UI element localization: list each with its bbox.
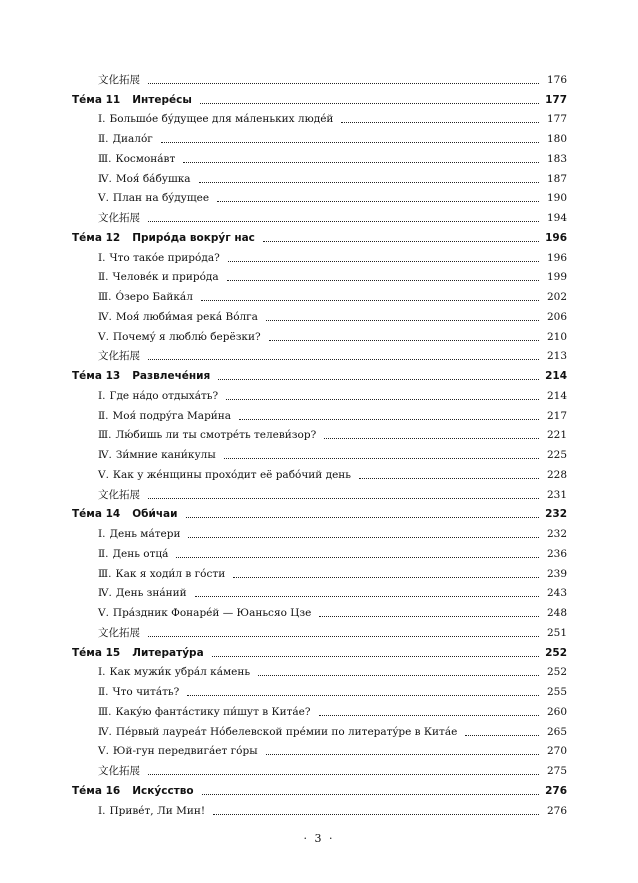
dot-leader	[183, 161, 539, 163]
toc-entry-title: 文化拓展	[98, 765, 140, 777]
toc-page-number: 183	[546, 152, 567, 165]
toc-lesson-row	[72, 699, 567, 719]
dot-leader	[186, 516, 539, 518]
toc-page-number: 243	[546, 587, 567, 600]
lesson-number: Ⅱ.	[98, 686, 109, 698]
theme-number: Тéма 15	[72, 646, 121, 659]
dot-leader	[212, 655, 539, 657]
toc-entry-title: Моя́ подрýга Мари́на	[112, 409, 232, 422]
toc-entry-title: Óзеро Байкáл	[115, 291, 193, 303]
toc-entry-title: Интерéсы	[132, 93, 192, 106]
toc-lesson-row	[72, 166, 567, 186]
toc-extension-row	[72, 67, 567, 87]
toc-entry-title: Лю́бишь ли ты смотрéть телеви́зор?	[115, 429, 317, 442]
toc-entry-title: Какýю фантáстику пи́шут в Китáе?	[115, 705, 311, 718]
toc-entry-label	[72, 74, 144, 87]
dot-leader	[217, 200, 539, 202]
toc-page-number: 194	[546, 212, 567, 224]
toc-entry-label	[72, 192, 213, 205]
toc-page-number: 248	[546, 607, 567, 619]
dot-leader	[359, 477, 539, 479]
toc-entry-label	[72, 212, 144, 225]
toc-entry-label	[72, 686, 183, 699]
lesson-number: Ⅰ.	[98, 666, 106, 679]
toc-entry-title: Где нáдо отдыхáть?	[109, 389, 219, 402]
dot-leader	[148, 220, 539, 222]
toc-entry-title: Литератýра	[132, 646, 204, 659]
toc-lesson-row	[72, 442, 567, 462]
lesson-number: Ⅴ.	[98, 745, 109, 758]
toc-entry-label	[72, 449, 220, 462]
toc-entry-title: Большóе бýдущее для мáленьких людéй	[109, 113, 334, 126]
dot-leader	[161, 141, 539, 143]
toc-entry-label	[72, 370, 214, 383]
toc-page-number: 202	[546, 291, 567, 303]
toc-extension-row	[72, 205, 567, 225]
dot-leader	[341, 121, 539, 123]
lesson-number: Ⅰ.	[98, 804, 106, 817]
toc-theme-row	[72, 363, 567, 383]
toc-entry-title: Почемý я люблю́ берёзки?	[112, 330, 261, 343]
toc-lesson-row	[72, 521, 567, 541]
toc-entry-title: Моя́ бáбушка	[115, 172, 191, 185]
dot-leader	[319, 714, 539, 716]
toc-lesson-row	[72, 719, 567, 739]
toc-theme-row	[72, 640, 567, 660]
toc-page-number: 196	[545, 231, 567, 244]
toc-page-number: 228	[546, 468, 567, 481]
toc-entry-title: Моя́ люби́мая рекá Вóлга	[115, 310, 258, 323]
toc-page-number: 177	[545, 93, 567, 106]
dot-leader	[188, 536, 539, 538]
toc-entry-title: Пéрвый лауреáт Нóбелевской прéмии по литератýре в Китáе	[115, 725, 458, 738]
dot-leader	[148, 773, 539, 775]
theme-number: Тéма 14	[72, 508, 121, 521]
toc-lesson-row	[72, 561, 567, 581]
toc-page-number: 270	[546, 745, 567, 758]
toc-entry-label	[72, 311, 262, 324]
toc-entry-title: 文化拓展	[98, 350, 140, 363]
toc-entry-title: Диалóг	[112, 133, 153, 145]
dot-leader	[465, 734, 539, 736]
lesson-number: Ⅱ.	[98, 547, 109, 560]
theme-number: Тéма 12	[72, 231, 121, 244]
toc-entry-label	[72, 508, 182, 521]
lesson-number: Ⅲ.	[98, 705, 112, 718]
toc-entry-title: Оби́чаи	[132, 508, 178, 521]
toc-extension-row	[72, 344, 567, 364]
toc-entry-label	[72, 568, 229, 581]
toc-entry-label	[72, 173, 195, 186]
toc-entry-title: План на бýдущее	[112, 192, 210, 205]
toc-page-number: 276	[546, 804, 567, 817]
page-number: · 3 ·	[303, 832, 335, 845]
toc-entry-label	[72, 469, 355, 482]
toc-entry-label	[72, 232, 259, 245]
dot-leader	[227, 279, 539, 281]
toc-entry-label	[72, 489, 144, 502]
toc-lesson-row	[72, 660, 567, 680]
lesson-number: Ⅴ.	[98, 607, 109, 619]
dot-leader	[199, 181, 539, 183]
toc-entry-title: День знáний	[115, 587, 187, 600]
lesson-number: Ⅲ.	[98, 291, 112, 303]
toc-lesson-row	[72, 186, 567, 206]
toc-page-number: 210	[546, 330, 567, 343]
toc-entry-label	[72, 153, 179, 166]
lesson-number: Ⅲ.	[98, 429, 112, 442]
toc-entry-title: Как я ходи́л в гóсти	[115, 567, 226, 580]
toc-entry-label	[72, 765, 144, 778]
dot-leader	[148, 82, 539, 84]
lesson-number: Ⅴ.	[98, 468, 109, 481]
toc-page-number: 236	[546, 547, 567, 560]
toc-entry-title: Прирóда вокрýг нас	[132, 231, 255, 244]
toc-entry-label	[72, 666, 254, 679]
table-of-contents	[72, 67, 567, 818]
toc-page-number: 276	[545, 784, 567, 797]
dot-leader	[224, 457, 539, 459]
toc-lesson-row	[72, 798, 567, 818]
toc-lesson-row	[72, 423, 567, 443]
dot-leader	[324, 437, 539, 439]
toc-page-number: 225	[546, 449, 567, 461]
toc-page-number: 232	[546, 528, 567, 540]
theme-number: Тéма 16	[72, 784, 121, 797]
dot-leader	[218, 378, 539, 380]
toc-lesson-row	[72, 462, 567, 482]
theme-number: Тéма 11	[72, 93, 121, 106]
toc-entry-label	[72, 785, 198, 798]
toc-entry-title: 文化拓展	[98, 73, 140, 86]
toc-lesson-row	[72, 324, 567, 344]
toc-theme-row	[72, 778, 567, 798]
lesson-number: Ⅰ.	[98, 528, 106, 540]
toc-page-number: 187	[546, 172, 567, 185]
dot-leader	[148, 358, 539, 360]
lesson-number: Ⅰ.	[98, 251, 106, 264]
toc-entry-label	[72, 133, 157, 146]
toc-lesson-row	[72, 284, 567, 304]
toc-lesson-row	[72, 146, 567, 166]
toc-theme-row	[72, 87, 567, 107]
dot-leader	[228, 260, 539, 262]
lesson-number: Ⅴ.	[98, 192, 109, 205]
toc-page-number: 214	[545, 370, 567, 382]
toc-entry-label	[72, 390, 222, 403]
lesson-number: Ⅱ.	[98, 271, 109, 284]
toc-lesson-row	[72, 383, 567, 403]
toc-page-number: 180	[546, 133, 567, 145]
toc-entry-title: Как у жéнщины прохóдит её рабóчий день	[112, 468, 352, 481]
dot-leader	[239, 418, 539, 420]
theme-number: Тéма 13	[72, 370, 121, 382]
toc-entry-label	[72, 647, 208, 660]
dot-leader	[201, 299, 539, 301]
toc-page-number: 275	[546, 765, 567, 777]
toc-page-number: 213	[546, 350, 567, 363]
dot-leader	[258, 674, 539, 676]
toc-extension-row	[72, 482, 567, 502]
toc-page-number: 239	[546, 567, 567, 580]
toc-entry-label	[72, 627, 144, 640]
toc-entry-title: Как мужи́к убрáл кáмень	[109, 666, 251, 679]
dot-leader	[187, 694, 539, 696]
toc-page-number: 252	[545, 646, 567, 659]
lesson-number: Ⅱ.	[98, 133, 109, 145]
toc-page-number: 214	[546, 389, 567, 402]
toc-page-number: 190	[546, 192, 567, 205]
dot-leader	[233, 576, 539, 578]
toc-lesson-row	[72, 679, 567, 699]
lesson-number: Ⅳ.	[98, 449, 112, 461]
toc-entry-title: Развлечéния	[132, 370, 211, 382]
toc-entry-title: Что такóе прирóда?	[109, 251, 220, 264]
dot-leader	[195, 595, 539, 597]
dot-leader	[200, 102, 539, 104]
lesson-number: Ⅴ.	[98, 330, 109, 343]
toc-lesson-row	[72, 403, 567, 423]
toc-lesson-row	[72, 541, 567, 561]
toc-entry-title: День мáтери	[109, 528, 181, 540]
toc-entry-label	[72, 94, 196, 107]
toc-entry-label	[72, 331, 265, 344]
toc-entry-label	[72, 726, 461, 739]
toc-entry-label	[72, 252, 224, 265]
toc-entry-title: 文化拓展	[98, 626, 140, 639]
dot-leader	[148, 635, 539, 637]
toc-entry-title: Искýсство	[132, 784, 194, 797]
dot-leader	[176, 556, 539, 558]
toc-page-number: 232	[545, 508, 567, 521]
toc-lesson-row	[72, 245, 567, 265]
dot-leader	[226, 398, 539, 400]
toc-lesson-row	[72, 600, 567, 620]
lesson-number: Ⅳ.	[98, 587, 112, 600]
toc-lesson-row	[72, 739, 567, 759]
toc-entry-title: День отцá	[112, 547, 169, 560]
lesson-number: Ⅰ.	[98, 113, 106, 126]
toc-entry-title: Что читáть?	[112, 686, 180, 698]
toc-theme-row	[72, 502, 567, 522]
lesson-number: Ⅲ.	[98, 567, 112, 580]
dot-leader	[148, 497, 539, 499]
toc-page-number: 255	[546, 686, 567, 698]
toc-page-number: 221	[546, 429, 567, 442]
lesson-number: Ⅰ.	[98, 389, 106, 402]
dot-leader	[269, 339, 539, 341]
toc-lesson-row	[72, 126, 567, 146]
toc-extension-row	[72, 620, 567, 640]
toc-page-number: 176	[546, 73, 567, 86]
toc-extension-row	[72, 758, 567, 778]
toc-lesson-row	[72, 581, 567, 601]
toc-entry-label	[72, 805, 209, 818]
toc-entry-title: 文化拓展	[98, 212, 140, 224]
dot-leader	[266, 319, 539, 321]
dot-leader	[266, 753, 539, 755]
lesson-number: Ⅳ.	[98, 310, 112, 323]
toc-entry-label	[72, 429, 320, 442]
toc-page-number: 217	[546, 409, 567, 422]
toc-theme-row	[72, 225, 567, 245]
toc-lesson-row	[72, 265, 567, 285]
toc-entry-label	[72, 113, 337, 126]
toc-page-number: 252	[546, 666, 567, 679]
toc-entry-title: Зи́мние кани́кулы	[115, 449, 216, 461]
lesson-number: Ⅲ.	[98, 152, 112, 165]
toc-entry-title: Космонáвт	[115, 152, 176, 165]
toc-entry-title: Юй-гун передвигáет гóры	[112, 745, 258, 758]
toc-entry-title: 文化拓展	[98, 488, 140, 501]
dot-leader	[213, 813, 539, 815]
toc-entry-label	[72, 745, 262, 758]
toc-entry-title: Человéк и прирóда	[112, 271, 219, 284]
toc-entry-label	[72, 548, 172, 561]
toc-entry-title: Привéт, Ли Мин!	[109, 804, 206, 817]
toc-entry-label	[72, 587, 191, 600]
toc-page-number: 265	[546, 725, 567, 738]
toc-page-number: 206	[546, 310, 567, 323]
dot-leader	[263, 240, 539, 242]
toc-entry-label	[72, 706, 315, 719]
toc-lesson-row	[72, 107, 567, 127]
dot-leader	[202, 793, 539, 795]
toc-entry-label	[72, 271, 223, 284]
toc-page-number: 177	[546, 113, 567, 126]
dot-leader	[319, 615, 539, 617]
toc-entry-label	[72, 528, 184, 541]
lesson-number: Ⅱ.	[98, 409, 109, 422]
toc-page-number: 231	[546, 488, 567, 501]
toc-entry-label	[72, 410, 235, 423]
toc-page-number: 199	[546, 271, 567, 284]
toc-entry-label	[72, 607, 315, 620]
toc-page-number: 251	[546, 626, 567, 639]
lesson-number: Ⅳ.	[98, 172, 112, 185]
toc-entry-label	[72, 350, 144, 363]
toc-lesson-row	[72, 304, 567, 324]
lesson-number: Ⅳ.	[98, 725, 112, 738]
toc-entry-label	[72, 291, 197, 304]
toc-page-number: 196	[546, 251, 567, 264]
toc-entry-title: Прáздник Фонарéй — Юаньсяо Цзе	[112, 607, 312, 619]
toc-page-number: 260	[546, 705, 567, 718]
